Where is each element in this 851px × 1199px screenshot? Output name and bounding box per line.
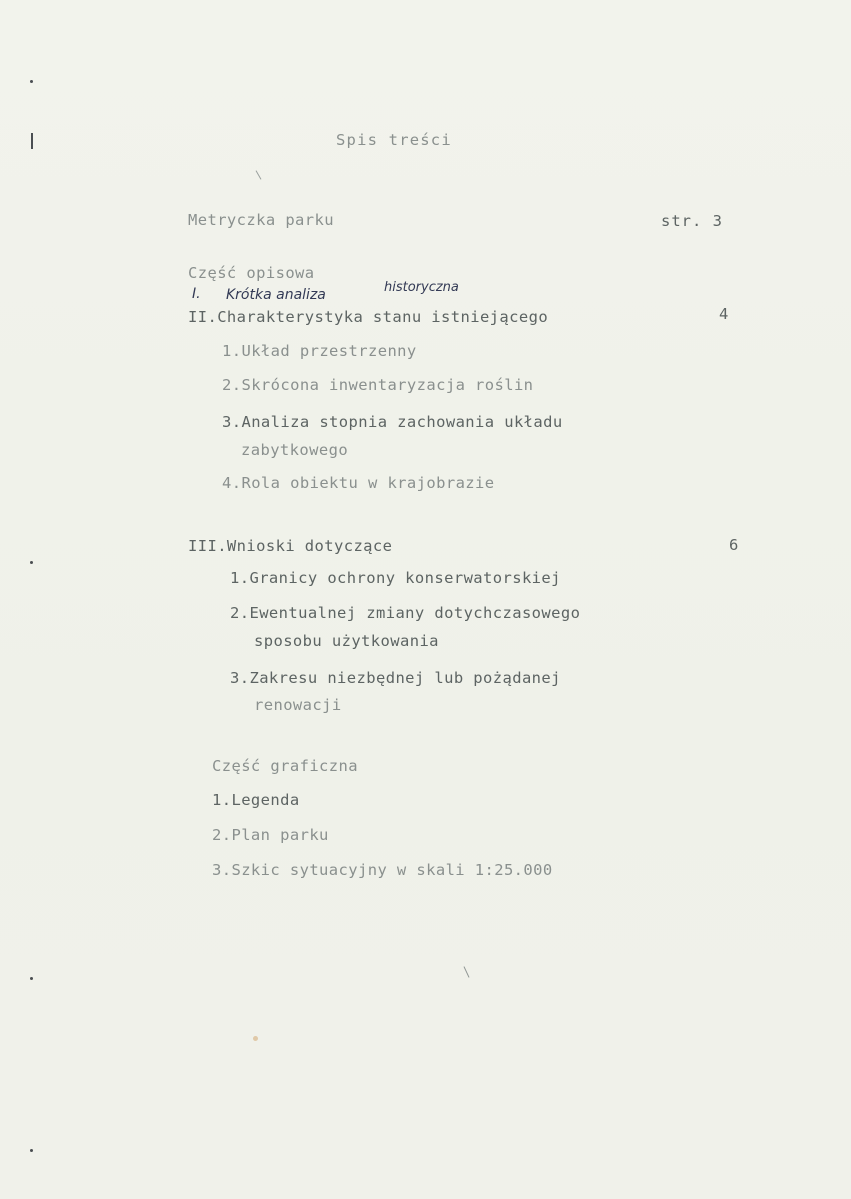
section-heading-graficzna: Część graficzna	[212, 757, 358, 775]
toc-metryczka: Metryczka parku	[188, 211, 334, 229]
toc-wnioski-page: 6	[729, 536, 739, 554]
toc-subitem: 3.Zakresu niezbędnej lub pożądanej	[230, 669, 561, 687]
toc-subitem: 2.Ewentualnej zmiany dotychczasowego	[230, 604, 581, 622]
toc-item-charakterystyka-page: 4	[719, 305, 729, 323]
toc-subitem: 1.Granicy ochrony konserwatorskiej	[230, 569, 561, 587]
toc-subitem: 3.Analiza stopnia zachowania układu	[222, 413, 563, 431]
handwritten-item-number: I.	[192, 286, 201, 302]
stray-mark	[464, 966, 470, 977]
margin-dot	[30, 977, 33, 980]
toc-subitem: 3.Szkic sytuacyjny w skali 1:25.000	[212, 861, 553, 879]
margin-dot	[30, 1149, 33, 1152]
toc-item-charakterystyka: II.Charakterystyka stanu istniejącego	[188, 308, 549, 326]
toc-subitem: 1.Legenda	[212, 791, 300, 809]
stain-mark	[253, 1036, 258, 1041]
section-heading-wnioski: III.Wnioski dotyczące	[188, 537, 393, 555]
page-title: Spis treści	[336, 131, 452, 149]
margin-tick	[31, 133, 33, 149]
toc-subitem: 2.Plan parku	[212, 826, 329, 844]
toc-metryczka-page: str. 3	[661, 212, 723, 230]
toc-subitem-continuation: renowacji	[254, 696, 342, 714]
section-heading-opisowa: Część opisowa	[188, 264, 315, 282]
toc-subitem-continuation: zabytkowego	[241, 441, 349, 459]
handwritten-item-text-above: historyczna	[384, 280, 459, 295]
margin-dot	[30, 80, 33, 83]
toc-subitem: 2.Skrócona inwentaryzacja roślin	[222, 376, 534, 394]
stray-mark	[256, 170, 262, 179]
toc-subitem-continuation: sposobu użytkowania	[254, 632, 439, 650]
margin-dot	[30, 561, 33, 564]
toc-subitem: 1.Układ przestrzenny	[222, 342, 417, 360]
handwritten-item-text: Krótka analiza	[226, 287, 326, 303]
toc-subitem: 4.Rola obiektu w krajobrazie	[222, 474, 495, 492]
